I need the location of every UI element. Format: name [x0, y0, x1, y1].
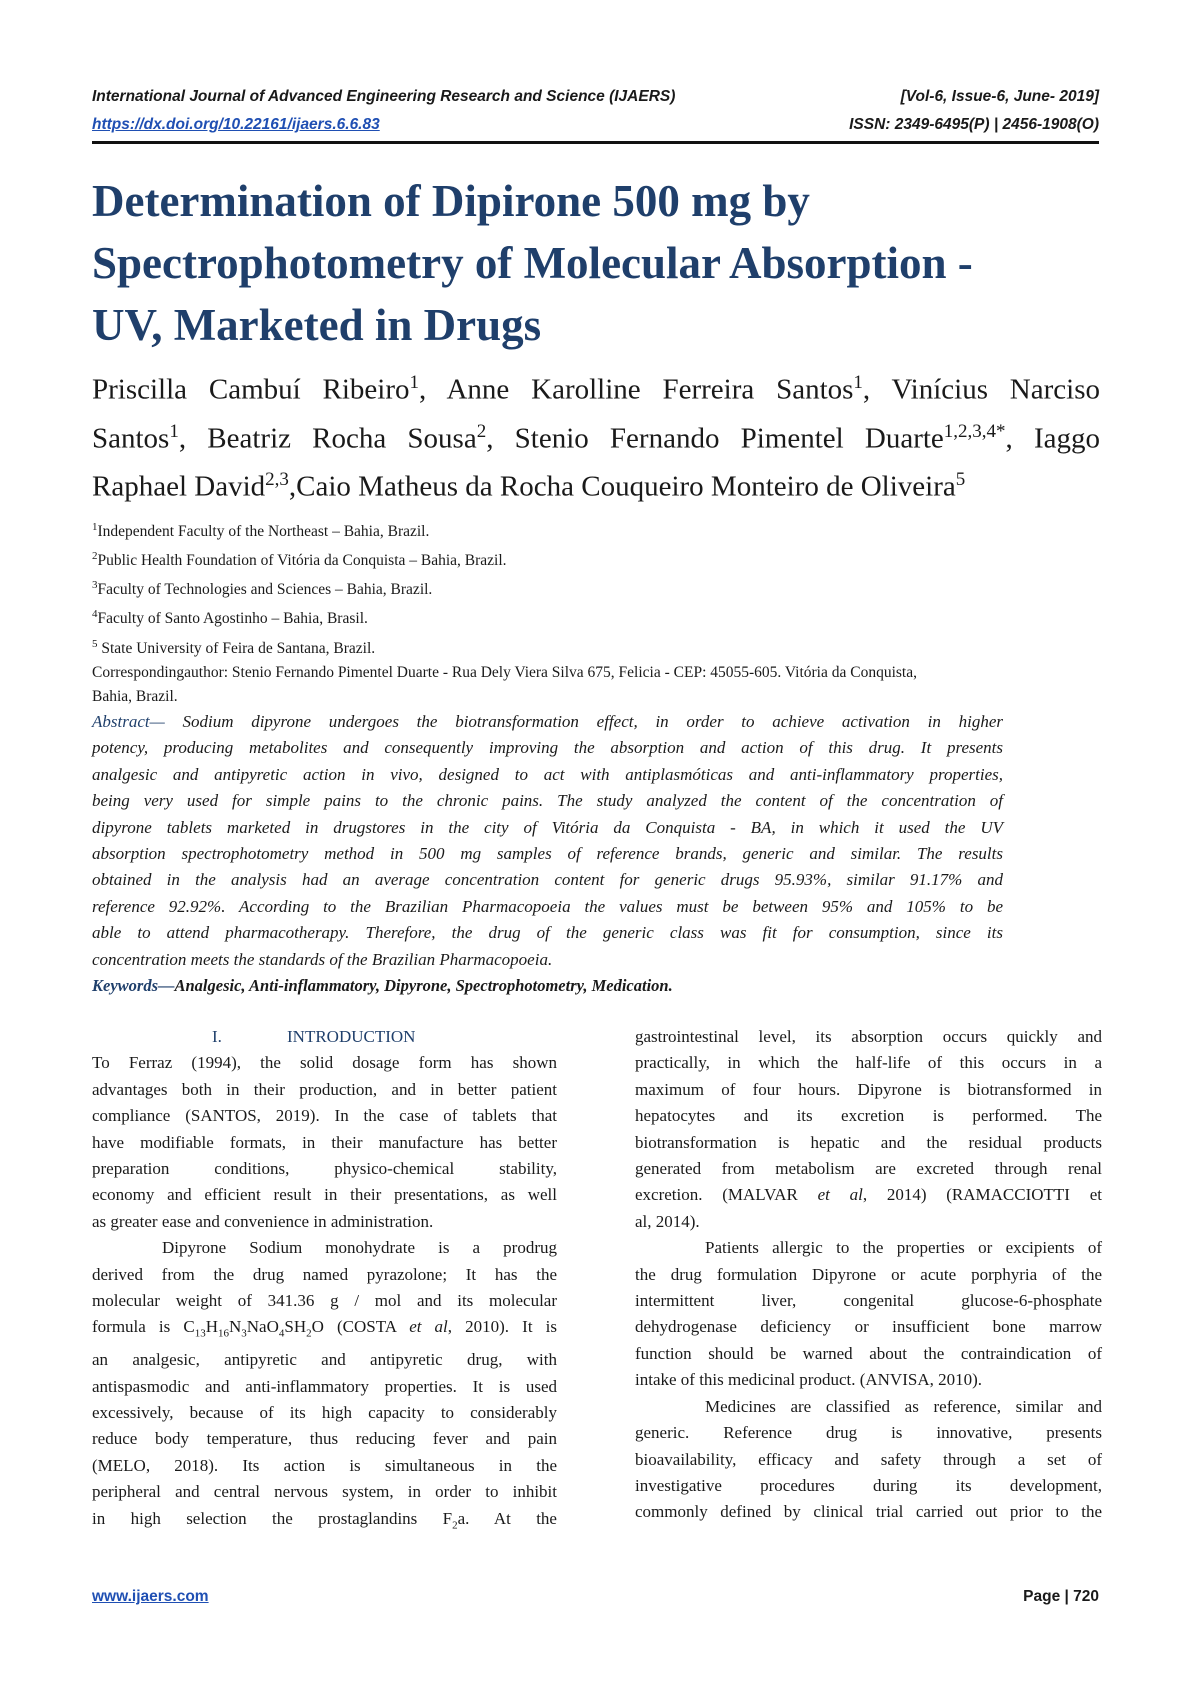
body-line: To Ferraz (1994), the solid dosage form has shown	[92, 1053, 557, 1073]
correspondence: Bahia, Brazil.	[92, 687, 178, 705]
section-heading	[92, 1024, 557, 1050]
body-line: economy and efficient result in their presentations, as well	[92, 1185, 557, 1205]
abstract-line: obtained in the analysis had an average concentration content for generic drugs 95.93%, similar 91.17% and	[92, 870, 1003, 890]
body-line: dehydrogenase deficiency or insufficient bone marrow	[635, 1317, 1102, 1337]
author-list	[92, 362, 1100, 508]
affiliations	[92, 515, 1102, 709]
body-line: bioavailability, efficacy and safety through a set of	[635, 1449, 1102, 1469]
section-title: INTRODUCTION	[287, 1027, 416, 1046]
body-line: derived from the drug named pyrazolone; It has the	[92, 1264, 557, 1284]
website-link[interactable]: www.ijaers.com	[92, 1588, 209, 1605]
body-line: hepatocytes and its excretion is performed. The	[635, 1106, 1102, 1126]
right-column	[635, 1024, 1102, 1526]
body-line: function should be warned about the contraindication of	[635, 1343, 1102, 1363]
doi-link[interactable]: https://dx.doi.org/10.22161/ijaers.6.6.83	[92, 116, 380, 133]
journal-header	[92, 88, 1099, 106]
volume-info: [Vol-6, Issue-6, June- 2019]	[900, 88, 1099, 105]
abstract-line: dipyrone tablets marketed in drugstores in the city of Vitória da Conquista - BA, in which it used the UV	[92, 817, 1003, 837]
abstract-line: reference 92.92%. According to the Brazilian Pharmacopoeia the values must be between 95% and 105% to be	[92, 896, 1003, 916]
title-line: Determination of Dipirone 500 mg by	[92, 176, 810, 226]
affiliation: $^2$Public Health Foundation of Vitória da Conquista – Bahia, Brazil.	[92, 550, 507, 570]
body-line: (MELO, 2018). Its action is simultaneous in the	[92, 1455, 557, 1475]
keywords-list: Analgesic, Anti-inflammatory, Dipyrone, Spectrophotometry, Medication.	[174, 976, 673, 995]
paper-title	[92, 170, 1102, 356]
formula-line: formula is $C_{13}H_{16}N_3NaO_4SH_2O$ (COSTA et al, 2010). It is	[92, 1317, 557, 1340]
header-divider	[92, 141, 1099, 144]
journal-name: International Journal of Advanced Engineering Research and Science (IJAERS)	[92, 88, 676, 105]
body-line: generated from metabolism are excreted through renal	[635, 1159, 1102, 1179]
body-line: an analgesic, antipyretic and antipyretic drug, with	[92, 1350, 557, 1370]
title-line: Spectrophotometry of Molecular Absorption -	[92, 238, 973, 288]
body-line: intermittent liver, congenital glucose-6-phosphate	[635, 1291, 1102, 1311]
body-line: generic. Reference drug is innovative, presents	[635, 1423, 1102, 1443]
abstract-line: concentration meets the standards of the Brazilian Pharmacopoeia.	[92, 949, 553, 969]
title-line: UV, Marketed in Drugs	[92, 300, 542, 350]
keywords	[92, 976, 673, 996]
body-line: al, 2014).	[635, 1211, 700, 1231]
body-line: advantages both in their production, and in better patient	[92, 1079, 557, 1099]
abstract-line: Abstract— Sodium dipyrone undergoes the biotransformation effect, in order to achieve activation in higher	[92, 712, 1003, 731]
author-line: Raphael David$^{2,3}$,Caio Matheus da Rocha Couqueiro Monteiro de Oliveira$^5$	[92, 469, 966, 503]
page-number: Page | 720	[1023, 1588, 1099, 1605]
keywords-label: Keywords—	[92, 976, 175, 995]
affiliation: $^3$Faculty of Technologies and Sciences – Bahia, Brazil.	[92, 579, 433, 599]
body-line: intake of this medicinal product. (ANVISA, 2010).	[635, 1370, 983, 1390]
body-line: molecular weight of 341.36 g / mol and its molecular	[92, 1291, 557, 1311]
body-line: excessively, because of its high capacity to considerably	[92, 1403, 557, 1423]
affiliation: $^5$ State University of Feira de Santana, Brazil.	[92, 637, 376, 657]
body-line: antispasmodic and anti-inflammatory properties. It is used	[92, 1376, 557, 1396]
body-line: have modifiable formats, in their manufacture has better	[92, 1132, 557, 1152]
body-line: excretion. (MALVAR et al, 2014) (RAMACCIOTTI et	[635, 1185, 1102, 1205]
page-footer	[92, 1588, 1099, 1606]
body-line: in high selection the prostaglandins $F_2a$. At the	[92, 1508, 557, 1532]
author-line: Priscilla Cambuí Ribeiro$^1$, Anne Karolline Ferreira Santos$^1$, Vinícius Narciso	[92, 372, 1100, 406]
affiliation: $^1$Independent Faculty of the Northeast – Bahia, Brazil.	[92, 521, 430, 541]
journal-subheader	[92, 116, 1099, 134]
abstract-line: being very used for simple pains to the chronic pains. The study analyzed the content of the concentration of	[92, 791, 1003, 811]
body-line: the drug formulation Dipyrone or acute porphyria of the	[635, 1264, 1102, 1284]
abstract-line: absorption spectrophotometry method in 500 mg samples of reference brands, generic and similar. The results	[92, 844, 1003, 864]
body-line: investigative procedures during its development,	[635, 1475, 1102, 1495]
abstract-line: able to attend pharmacotherapy. Therefore, the drug of the generic class was fit for consumption, since its	[92, 923, 1003, 943]
body-line: peripheral and central nervous system, in order to inhibit	[92, 1482, 557, 1502]
abstract	[92, 709, 1003, 973]
body-line: Medicines are classified as reference, similar and	[705, 1396, 1102, 1416]
author-line: Santos$^1$, Beatriz Rocha Sousa$^2$, Stenio Fernando Pimentel Duarte$^{1,2,3,4*}$, Iaggo	[92, 420, 1100, 455]
abstract-label: Abstract—	[92, 712, 165, 731]
body-line: practically, in which the half-life of this occurs in a	[635, 1053, 1102, 1073]
body-line: Patients allergic to the properties or excipients of	[705, 1238, 1102, 1258]
body-line: Dipyrone Sodium monohydrate is a prodrug	[162, 1238, 557, 1258]
body-line: preparation conditions, physico-chemical stability,	[92, 1159, 557, 1179]
body-line: commonly defined by clinical trial carried out prior to the	[635, 1502, 1102, 1522]
body-line: maximum of four hours. Dipyrone is biotransformed in	[635, 1079, 1102, 1099]
left-column	[92, 1024, 557, 1538]
section-number: I.	[212, 1027, 222, 1046]
body-line: gastrointestinal level, its absorption occurs quickly and	[635, 1027, 1102, 1046]
correspondence: Correspondingauthor: Stenio Fernando Pimentel Duarte - Rua Dely Viera Silva 675, Felicia - CEP: 45055-605. Vitória da Conquista,	[92, 663, 917, 681]
body-line: reduce body temperature, thus reducing fever and pain	[92, 1429, 557, 1449]
body-line: biotransformation is hepatic and the residual products	[635, 1132, 1102, 1152]
abstract-line: analgesic and antipyretic action in vivo, designed to act with antiplasmóticas and anti-inflammatory properties,	[92, 764, 1003, 784]
abstract-line: potency, producing metabolites and consequently improving the absorption and action of this drug. It presents	[92, 738, 1003, 758]
affiliation: $^4$Faculty of Santo Agostinho – Bahia, Brasil.	[92, 608, 368, 628]
body-line: as greater ease and convenience in administration.	[92, 1211, 434, 1231]
body-line: compliance (SANTOS, 2019). In the case of tablets that	[92, 1106, 557, 1126]
issn-info: ISSN: 2349-6495(P) | 2456-1908(O)	[849, 116, 1099, 133]
